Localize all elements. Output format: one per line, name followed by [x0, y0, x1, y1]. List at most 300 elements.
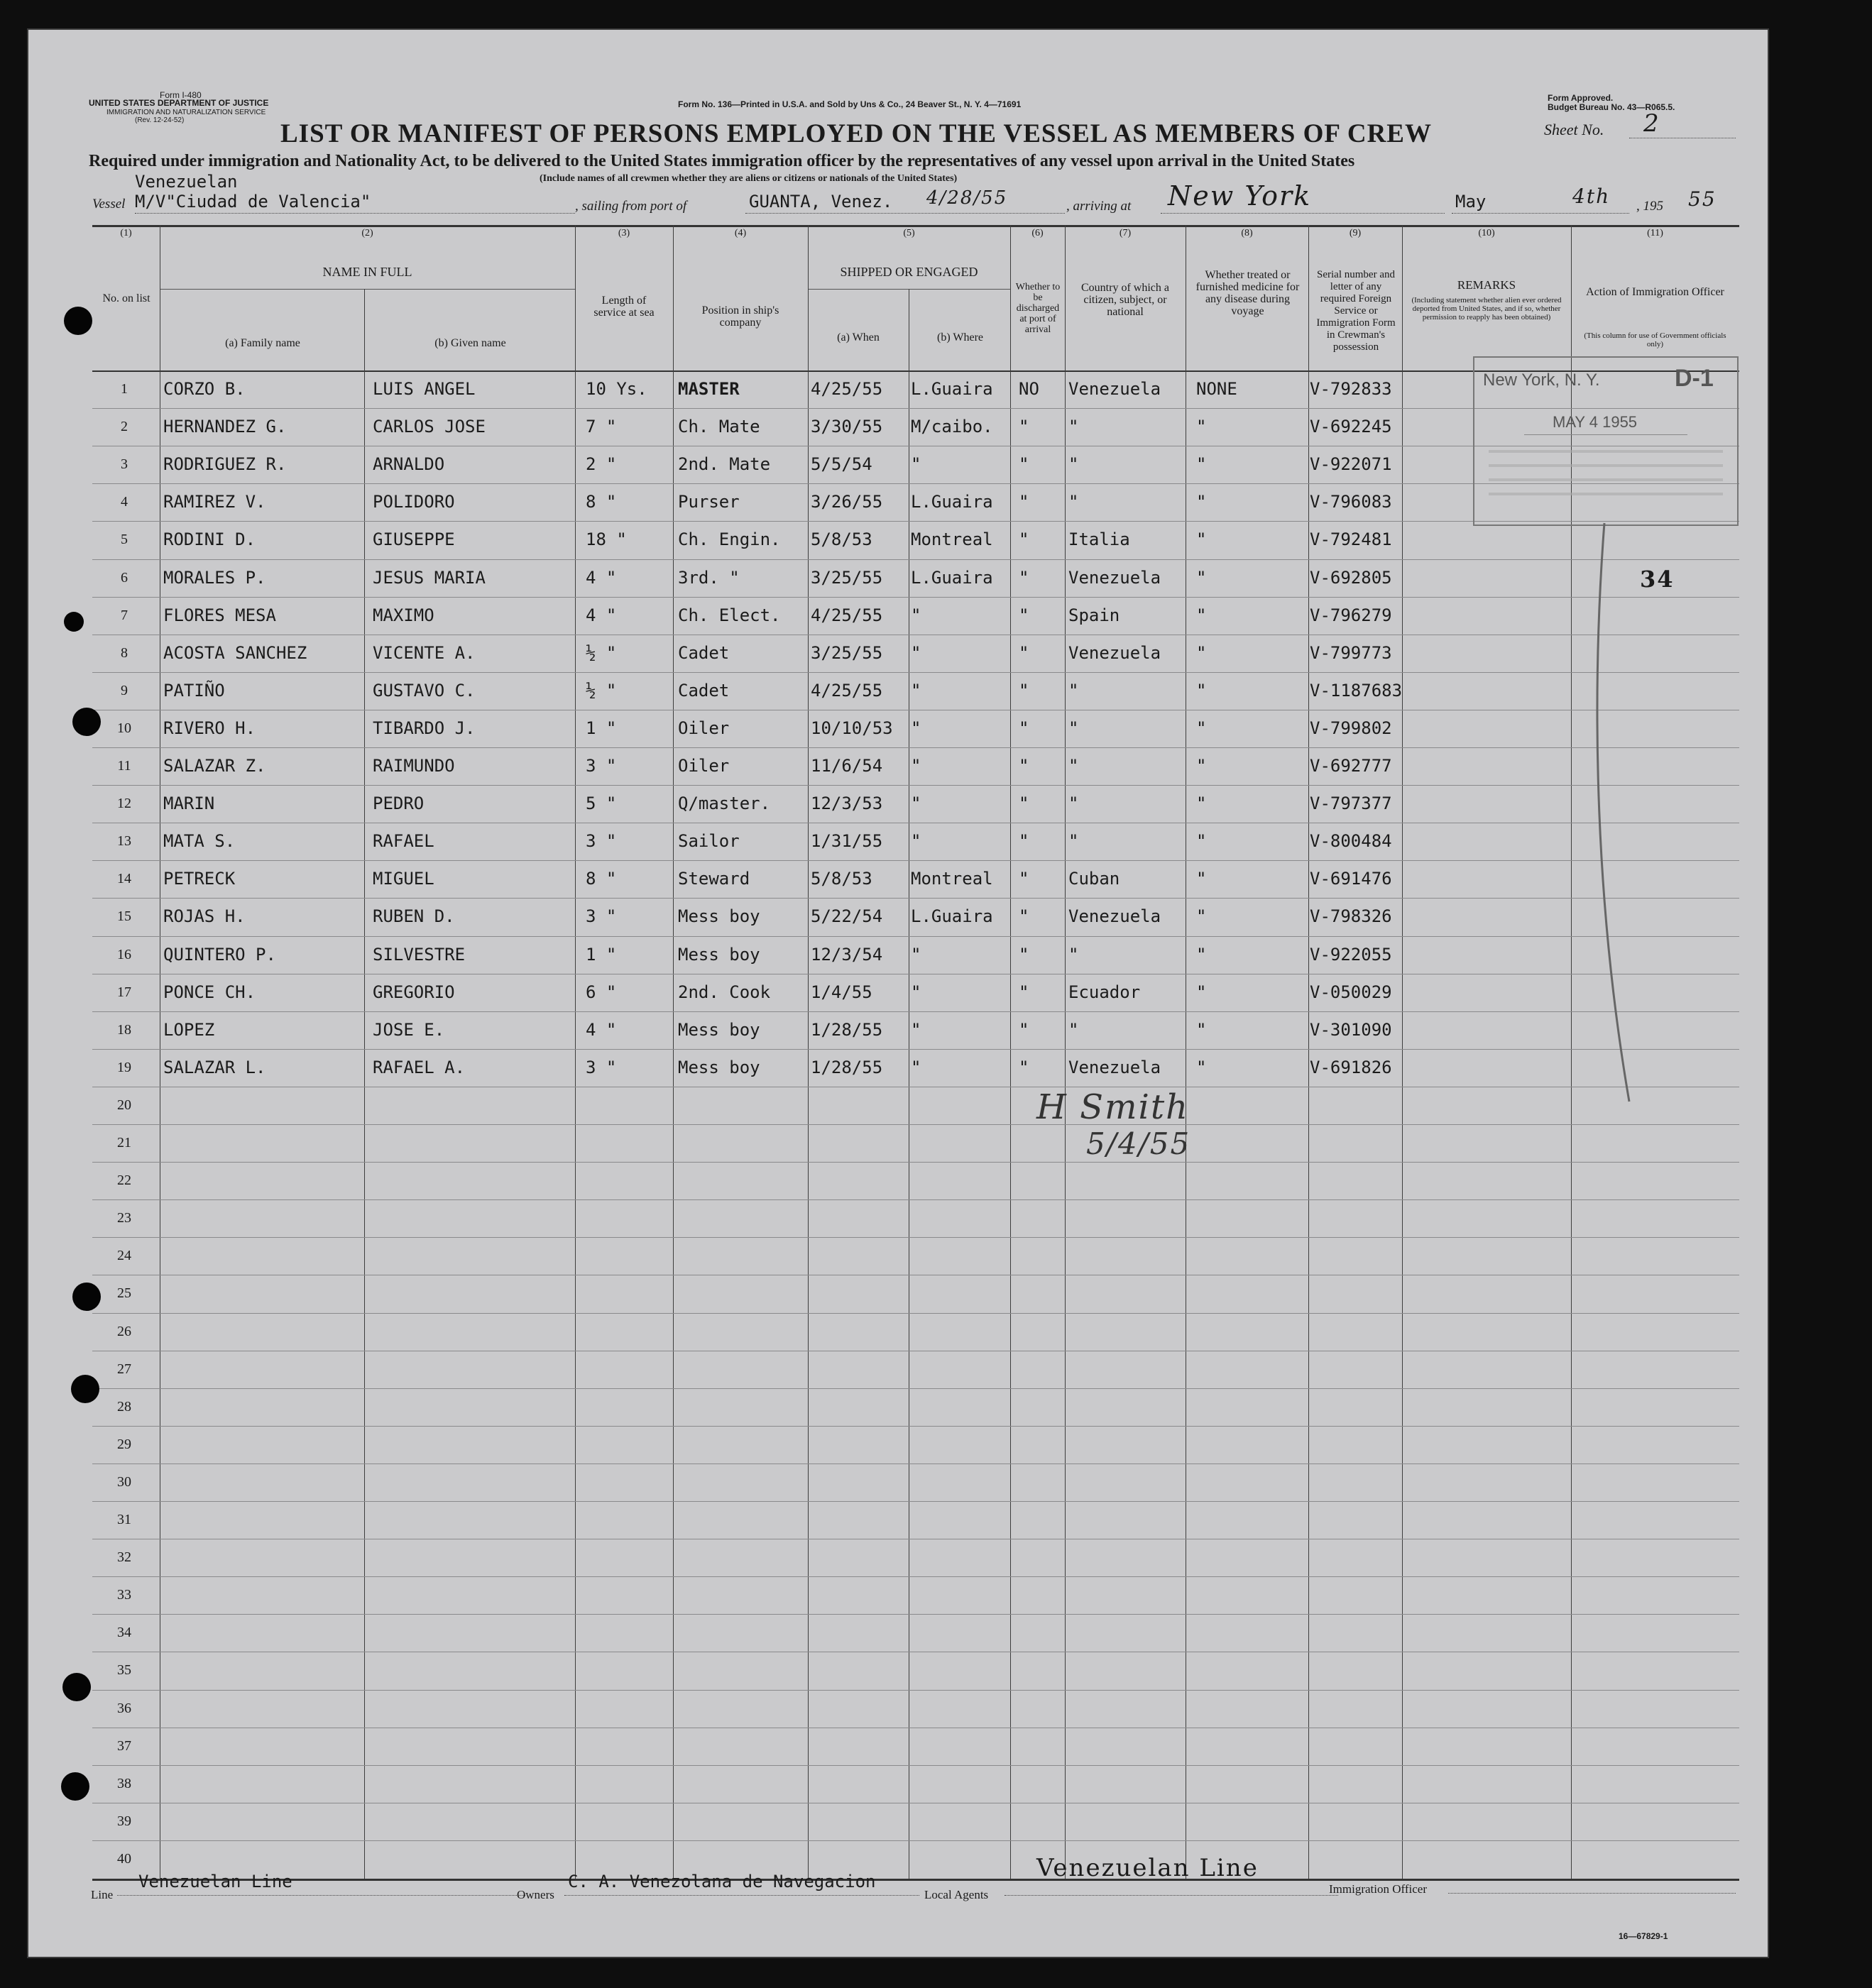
cell-when: 3/25/55 — [811, 567, 883, 588]
cell-family: LOPEZ — [163, 1019, 215, 1040]
row-number: 39 — [117, 1813, 131, 1829]
cell-where: " — [911, 831, 921, 852]
row-number: 15 — [117, 908, 131, 925]
cell-given: GUSTAVO C. — [373, 680, 476, 701]
cell-medicine: " — [1196, 1057, 1207, 1077]
cell-given: ARNALDO — [373, 454, 445, 475]
cell-medicine: " — [1196, 906, 1207, 927]
cell-discharged: NO — [1019, 379, 1039, 399]
cell-country: Venezuela — [1068, 642, 1161, 663]
cell-country: " — [1068, 831, 1079, 852]
cell-serial: V-691826 — [1310, 1057, 1392, 1077]
cell-country: Venezuela — [1068, 379, 1161, 399]
vessel-nationality: Venezuelan — [135, 172, 238, 192]
subtitle: Required under immigration and Nationality Act, to be delivered to the United States immigration officer by the representatives of any vessel upon arrival in the United States — [89, 152, 1355, 170]
footer-line: Venezuelan Line — [138, 1872, 292, 1891]
punch-hole — [61, 1772, 89, 1801]
cell-length: 3 " — [586, 1057, 617, 1077]
arriving-label: , arriving at — [1066, 199, 1132, 214]
row-number: 30 — [117, 1473, 131, 1490]
cell-serial: V-796279 — [1310, 605, 1392, 625]
row-number: 19 — [117, 1059, 131, 1075]
row-number: 11 — [117, 758, 131, 774]
header-when: (a) When — [837, 331, 880, 344]
action-note-value: 34 — [1640, 566, 1675, 593]
cell-medicine: " — [1196, 869, 1207, 889]
cell-where: " — [911, 1057, 921, 1077]
cell-medicine: " — [1196, 567, 1207, 588]
punch-hole — [71, 1375, 99, 1403]
cell-medicine: " — [1196, 605, 1207, 625]
year-prefix: , 195 — [1636, 199, 1663, 214]
row-number: 16 — [117, 946, 131, 962]
col-num-5: (5) — [903, 228, 915, 238]
cell-length: 18 " — [586, 529, 627, 550]
cell-when: 4/25/55 — [811, 605, 883, 625]
cell-country: Cuban — [1068, 869, 1120, 889]
cell-given: MAXIMO — [373, 605, 434, 625]
subnote: (Include names of all crewmen whether they are aliens or citizens or nationals of the United States) — [540, 173, 958, 184]
cell-discharged: " — [1019, 642, 1029, 663]
row-number: 13 — [117, 833, 131, 850]
row-number: 32 — [117, 1549, 131, 1566]
arrival-day: 4th — [1572, 185, 1611, 208]
cell-country: " — [1068, 454, 1079, 475]
row-number: 27 — [117, 1361, 131, 1377]
col-num-1: (1) — [120, 228, 132, 238]
cell-position: 2nd. Cook — [678, 982, 771, 1002]
cell-position: 2nd. Mate — [678, 454, 771, 475]
header-medicine: Whether treated or furnished medicine for any disease during voyage — [1195, 269, 1300, 317]
cell-country: Italia — [1068, 529, 1130, 550]
cell-where: Montreal — [911, 869, 993, 889]
cell-family: PETRECK — [163, 869, 236, 889]
cell-serial: V-1187683 — [1310, 680, 1403, 701]
cell-discharged: " — [1019, 680, 1029, 701]
cell-when: 3/30/55 — [811, 417, 883, 437]
header-family: (a) Family name — [225, 337, 300, 349]
row-number: 5 — [121, 532, 128, 548]
cell-family: ACOSTA SANCHEZ — [163, 642, 307, 663]
row-number: 7 — [121, 607, 128, 623]
cell-serial: V-691476 — [1310, 869, 1392, 889]
cell-discharged: " — [1019, 1057, 1029, 1077]
cell-country: " — [1068, 417, 1079, 437]
cell-medicine: " — [1196, 793, 1207, 814]
immigration-stamp — [1473, 356, 1739, 526]
cell-when: 4/25/55 — [811, 680, 883, 701]
header-remarks: REMARKS — [1457, 278, 1516, 292]
inspector-signature: H Smith — [1036, 1087, 1190, 1127]
col-num-7: (7) — [1119, 228, 1132, 238]
col-num-10: (10) — [1478, 228, 1495, 238]
cell-discharged: " — [1019, 1019, 1029, 1040]
cell-medicine: " — [1196, 756, 1207, 776]
cell-family: SALAZAR Z. — [163, 756, 266, 776]
row-number: 36 — [117, 1700, 131, 1716]
sailing-label: , sailing from port of — [575, 199, 687, 214]
cell-length: 3 " — [586, 906, 617, 927]
stamp-date: MAY 4 1955 — [1553, 413, 1638, 431]
cell-serial: V-692805 — [1310, 567, 1392, 588]
header-position: Position in ship's company — [701, 304, 779, 329]
cell-family: MARIN — [163, 793, 215, 814]
cell-length: 10 Ys. — [586, 379, 647, 399]
cell-family: PATIÑO — [163, 680, 225, 701]
cell-given: VICENTE A. — [373, 642, 476, 663]
cell-position: Ch. Mate — [678, 417, 760, 437]
cell-serial: V-798326 — [1310, 906, 1392, 927]
cell-family: ROJAS H. — [163, 906, 246, 927]
cell-given: TIBARDO J. — [373, 718, 476, 738]
punch-hole — [72, 708, 101, 736]
cell-position: Sailor — [678, 831, 740, 852]
cell-given: RAIMUNDO — [373, 756, 455, 776]
punch-hole — [64, 612, 84, 632]
cell-family: HERNANDEZ G. — [163, 417, 287, 437]
cell-medicine: " — [1196, 454, 1207, 475]
cell-medicine: " — [1196, 492, 1207, 512]
cell-country: " — [1068, 492, 1079, 512]
row-number: 35 — [117, 1662, 131, 1679]
cell-position: Oiler — [678, 756, 730, 776]
cell-when: 3/25/55 — [811, 642, 883, 663]
sheet-number: 2 — [1643, 109, 1660, 138]
row-number: 20 — [117, 1097, 131, 1113]
cell-country: " — [1068, 756, 1079, 776]
cell-given: RAFAEL — [373, 831, 434, 852]
cell-medicine: " — [1196, 529, 1207, 550]
cell-serial: V-797377 — [1310, 793, 1392, 814]
row-number: 17 — [117, 984, 131, 1000]
col-num-2: (2) — [361, 228, 373, 238]
cell-position: Mess boy — [678, 906, 760, 927]
cell-serial: V-796083 — [1310, 492, 1392, 512]
arrival-year: 55 — [1688, 187, 1717, 211]
cell-medicine: " — [1196, 718, 1207, 738]
stamp-place: New York, N. Y. — [1483, 370, 1600, 390]
cell-country: Spain — [1068, 605, 1120, 625]
cell-country: Venezuela — [1068, 1057, 1161, 1077]
cell-where: " — [911, 1019, 921, 1040]
col-num-11: (11) — [1647, 228, 1663, 238]
cell-position: Ch. Engin. — [678, 529, 781, 550]
cell-given: JESUS MARIA — [373, 567, 486, 588]
cell-where: " — [911, 982, 921, 1002]
cell-medicine: " — [1196, 417, 1207, 437]
cell-serial: V-692245 — [1310, 417, 1392, 437]
row-number: 33 — [117, 1587, 131, 1603]
sailing-date: 4/28/55 — [926, 187, 1008, 209]
punch-hole — [62, 1673, 91, 1701]
header-remarks-note: (Including statement whether alien ever ordered deported from United States, and if so, whether permission to reapply has been obtained) — [1411, 296, 1562, 322]
cell-serial: V-922071 — [1310, 454, 1392, 475]
cell-where: " — [911, 680, 921, 701]
cell-country: " — [1068, 718, 1079, 738]
header-shipped: SHIPPED OR ENGAGED — [840, 265, 978, 279]
form-approved: Form Approved. — [1548, 93, 1614, 103]
cell-position: Cadet — [678, 642, 730, 663]
cell-length: 8 " — [586, 869, 617, 889]
cell-position: Mess boy — [678, 1019, 760, 1040]
cell-country: Venezuela — [1068, 906, 1161, 927]
cell-discharged: " — [1019, 906, 1029, 927]
manifest-sheet — [28, 30, 1768, 1957]
cell-length: 6 " — [586, 982, 617, 1002]
cell-serial: V-692777 — [1310, 756, 1392, 776]
cell-discharged: " — [1019, 793, 1029, 814]
cell-discharged: " — [1019, 567, 1029, 588]
cell-where: " — [911, 756, 921, 776]
cell-medicine: " — [1196, 982, 1207, 1002]
cell-where: L.Guaira — [911, 567, 993, 588]
cell-country: " — [1068, 944, 1079, 965]
cell-serial: V-922055 — [1310, 944, 1392, 965]
arrival-month: May — [1455, 192, 1487, 212]
cell-medicine: " — [1196, 642, 1207, 663]
cell-when: 10/10/53 — [811, 718, 893, 738]
cell-family: PONCE CH. — [163, 982, 256, 1002]
cell-position: Ch. Elect. — [678, 605, 781, 625]
printer-line: Form No. 136—Printed in U.S.A. and Sold by Uns & Co., 24 Beaver St., N. Y. 4—71691 — [678, 99, 1022, 109]
sailing-port: GUANTA, Venez. — [749, 192, 893, 212]
col-num-8: (8) — [1241, 228, 1253, 238]
budget-bureau: Budget Bureau No. 43—R065.5. — [1548, 102, 1675, 112]
header-no: No. on list — [102, 292, 150, 304]
cell-discharged: " — [1019, 869, 1029, 889]
cell-medicine: " — [1196, 680, 1207, 701]
footer-code: 16—67829-1 — [1619, 1931, 1668, 1941]
cell-family: CORZO B. — [163, 379, 246, 399]
service: IMMIGRATION AND NATURALIZATION SERVICE — [106, 109, 266, 116]
cell-discharged: " — [1019, 492, 1029, 512]
header-name: NAME IN FULL — [322, 265, 412, 279]
cell-given: RUBEN D. — [373, 906, 455, 927]
cell-given: JOSE E. — [373, 1019, 445, 1040]
cell-length: 4 " — [586, 567, 617, 588]
cell-given: CARLOS JOSE — [373, 417, 486, 437]
cell-family: QUINTERO P. — [163, 944, 276, 965]
cell-family: RODINI D. — [163, 529, 256, 550]
cell-length: 4 " — [586, 1019, 617, 1040]
row-number: 12 — [117, 796, 131, 812]
cell-medicine: NONE — [1196, 379, 1237, 399]
cell-where: L.Guaira — [911, 492, 993, 512]
header-serial: Serial number and letter of any required Foreign Service or Immigration Form in Crewman's possession — [1316, 269, 1396, 353]
cell-where: " — [911, 605, 921, 625]
footer-agents: Venezuelan Line — [1036, 1854, 1259, 1882]
col-num-9: (9) — [1349, 228, 1362, 238]
cell-given: LUIS ANGEL — [373, 379, 476, 399]
cell-discharged: " — [1019, 831, 1029, 852]
header-action-note: (This column for use of Government officials only) — [1584, 331, 1726, 348]
punch-hole — [64, 307, 92, 335]
row-number: 22 — [117, 1173, 131, 1189]
cell-when: 1/28/55 — [811, 1057, 883, 1077]
row-number: 31 — [117, 1512, 131, 1527]
row-number: 2 — [121, 419, 128, 435]
cell-discharged: " — [1019, 982, 1029, 1002]
footer-line-label: Line — [91, 1888, 114, 1901]
row-number: 38 — [117, 1775, 131, 1791]
cell-where: " — [911, 944, 921, 965]
cell-where: M/caibo. — [911, 417, 993, 437]
cell-length: 3 " — [586, 756, 617, 776]
header-action: Action of Immigration Officer — [1586, 286, 1724, 298]
col-num-4: (4) — [734, 228, 747, 238]
row-number: 24 — [117, 1248, 131, 1264]
revision: (Rev. 12-24-52) — [135, 116, 185, 124]
cell-given: GIUSEPPE — [373, 529, 455, 550]
cell-length: 1 " — [586, 718, 617, 738]
sheet-label: Sheet No. — [1544, 121, 1604, 138]
cell-where: " — [911, 718, 921, 738]
cell-when: 4/25/55 — [811, 379, 883, 399]
cell-serial: V-050029 — [1310, 982, 1392, 1002]
cell-given: PEDRO — [373, 793, 425, 814]
row-number: 14 — [117, 871, 131, 887]
cell-position: Mess boy — [678, 1057, 760, 1077]
cell-country: Venezuela — [1068, 567, 1161, 588]
signature-date: 5/4/55 — [1086, 1126, 1191, 1161]
cell-length: 2 " — [586, 454, 617, 475]
cell-discharged: " — [1019, 529, 1029, 550]
cell-serial: V-792833 — [1310, 379, 1392, 399]
cell-where: " — [911, 454, 921, 475]
cell-where: " — [911, 793, 921, 814]
row-number: 25 — [117, 1285, 131, 1302]
cell-length: 8 " — [586, 492, 617, 512]
row-number: 3 — [121, 456, 128, 473]
department: UNITED STATES DEPARTMENT OF JUSTICE — [89, 98, 269, 108]
header-discharged: Whether to be discharged at port of arrival — [1015, 282, 1061, 335]
cell-discharged: " — [1019, 605, 1029, 625]
cell-when: 1/28/55 — [811, 1019, 883, 1040]
stamp-code: D-1 — [1675, 365, 1714, 392]
cell-country: " — [1068, 793, 1079, 814]
cell-when: 5/22/54 — [811, 906, 883, 927]
cell-given: MIGUEL — [373, 869, 434, 889]
row-number: 23 — [117, 1210, 131, 1226]
cell-medicine: " — [1196, 831, 1207, 852]
cell-discharged: " — [1019, 944, 1029, 965]
cell-position: 3rd. " — [678, 567, 740, 588]
cell-discharged: " — [1019, 756, 1029, 776]
header-length: Length of service at sea — [593, 295, 655, 319]
arriving-port: New York — [1168, 180, 1312, 212]
cell-where: " — [911, 642, 921, 663]
row-number: 34 — [117, 1625, 131, 1641]
row-number: 40 — [117, 1850, 131, 1867]
cell-position: Q/master. — [678, 793, 771, 814]
cell-given: SILVESTRE — [373, 944, 466, 965]
cell-when: 3/26/55 — [811, 492, 883, 512]
action-pencil-stroke — [1562, 520, 1647, 1109]
row-number: 9 — [121, 682, 128, 698]
row-number: 10 — [117, 720, 131, 736]
cell-family: RODRIGUEZ R. — [163, 454, 287, 475]
cell-given: GREGORIO — [373, 982, 455, 1002]
cell-position: Cadet — [678, 680, 730, 701]
row-number: 8 — [121, 644, 128, 661]
cell-given: POLIDORO — [373, 492, 455, 512]
cell-family: RAMIREZ V. — [163, 492, 266, 512]
cell-when: 12/3/53 — [811, 793, 883, 814]
col-num-3: (3) — [618, 228, 630, 238]
vessel-label: Vessel — [92, 197, 126, 212]
footer-agents-label: Local Agents — [924, 1888, 989, 1901]
cell-medicine: " — [1196, 1019, 1207, 1040]
cell-discharged: " — [1019, 454, 1029, 475]
cell-family: RIVERO H. — [163, 718, 256, 738]
cell-family: SALAZAR L. — [163, 1057, 266, 1077]
cell-when: 11/6/54 — [811, 756, 883, 776]
cell-family: FLORES MESA — [163, 605, 276, 625]
row-number: 28 — [117, 1398, 131, 1415]
cell-where: L.Guaira — [911, 906, 993, 927]
cell-serial: V-792481 — [1310, 529, 1392, 550]
cell-position: Mess boy — [678, 944, 760, 965]
col-num-6: (6) — [1031, 228, 1044, 238]
row-number: 4 — [121, 494, 128, 510]
row-number: 18 — [117, 1021, 131, 1038]
header-country: Country of which a citizen, subject, or national — [1081, 282, 1169, 318]
header-where: (b) Where — [937, 331, 983, 344]
row-number: 37 — [117, 1737, 131, 1754]
cell-medicine: " — [1196, 944, 1207, 965]
cell-when: 1/4/55 — [811, 982, 872, 1002]
cell-when: 12/3/54 — [811, 944, 883, 965]
cell-when: 5/8/53 — [811, 529, 872, 550]
cell-family: MATA S. — [163, 831, 236, 852]
cell-length: 1 " — [586, 944, 617, 965]
cell-serial: V-799773 — [1310, 642, 1392, 663]
cell-country: " — [1068, 680, 1079, 701]
cell-length: 4 " — [586, 605, 617, 625]
cell-when: 1/31/55 — [811, 831, 883, 852]
header-given: (b) Given name — [434, 337, 506, 349]
cell-given: RAFAEL A. — [373, 1057, 466, 1077]
footer-officer-label: Immigration Officer — [1329, 1882, 1428, 1896]
cell-length: ½ " — [586, 642, 617, 663]
cell-position: Steward — [678, 869, 750, 889]
punch-hole — [72, 1283, 101, 1311]
row-number: 29 — [117, 1436, 131, 1452]
row-number: 6 — [121, 569, 128, 586]
cell-length: 5 " — [586, 793, 617, 814]
cell-family: MORALES P. — [163, 567, 266, 588]
row-number: 21 — [117, 1135, 131, 1150]
cell-length: 3 " — [586, 831, 617, 852]
cell-length: 7 " — [586, 417, 617, 437]
cell-position: Purser — [678, 492, 740, 512]
cell-where: Montreal — [911, 529, 993, 550]
cell-when: 5/8/53 — [811, 869, 872, 889]
manifest-title: LIST OR MANIFEST OF PERSONS EMPLOYED ON THE VESSEL AS MEMBERS OF CREW — [280, 119, 1432, 148]
cell-length: ½ " — [586, 680, 617, 701]
cell-serial: V-301090 — [1310, 1019, 1392, 1040]
cell-serial: V-800484 — [1310, 831, 1392, 852]
cell-when: 5/5/54 — [811, 454, 872, 475]
vessel-name: M/V"Ciudad de Valencia" — [135, 192, 371, 212]
footer-owners-label: Owners — [517, 1888, 554, 1901]
cell-serial: V-799802 — [1310, 718, 1392, 738]
cell-where: L.Guaira — [911, 379, 993, 399]
cell-country: Ecuador — [1068, 982, 1141, 1002]
cell-position: Oiler — [678, 718, 730, 738]
footer-owners: C. A. Venezolana de Navegacion — [568, 1872, 876, 1891]
form-id: Form I-480 — [160, 90, 202, 100]
